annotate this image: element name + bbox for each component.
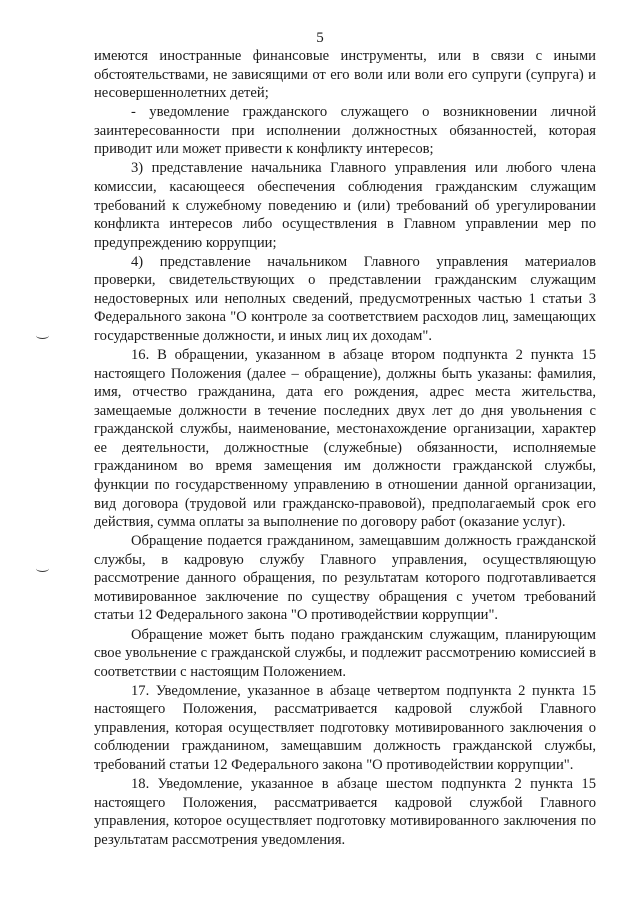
document-body	[94, 47, 596, 850]
paragraph: 3) представление начальника Главного управления или любого члена комиссии, касающееся обеспечения соблюдения гражданским служащим требований к служебному поведению и (или) требований об урегулировании конфликта интересов либо осуществления в Главном управлении мер по предупреждению коррупции;	[94, 160, 596, 251]
paragraph: Обращение может быть подано гражданским служащим, планирующим свое увольнение с гражданской службы, и подлежит рассмотрению комиссией в соответствии с настоящим Положением.	[94, 626, 596, 680]
page-number: 5	[316, 30, 324, 46]
paragraph: 17. Уведомление, указанное в абзаце четвертом подпункта 2 пункта 15 настоящего Положения, рассматривается кадровой службой Главного управления, которая осуществляет подготовку мотивированного заключения о соблюдении гражданином, замещавшим должность гражданской службы, требований статьи 12 Федерального закона "О противодействии коррупции".	[94, 682, 596, 773]
paragraph: имеются иностранные финансовые инструменты, или в связи с иными обстоятельствами, не зависящими от его воли или воли его супруги (супруга) и несовершеннолетних детей;	[94, 48, 596, 102]
margin-mark	[36, 565, 49, 572]
paragraph: - уведомление гражданского служащего о возникновении личной заинтересованности при исполнении должностных обязанностей, которая приводит или может привести к конфликту интересов;	[94, 104, 596, 158]
margin-mark	[36, 332, 49, 339]
paragraph: 18. Уведомление, указанное в абзаце шестом подпункта 2 пункта 15 настоящего Положения, рассматривается кадровой службой Главного управления, которое осуществляет подготовку мотивированного заключения по результатам рассмотрения уведомления.	[94, 776, 596, 848]
paragraph: 4) представление начальником Главного управления материалов проверки, свидетельствующих о представлении гражданским служащим недостоверных или неполных сведений, предусмотренных частью 1 статьи 3 Федерального закона "О контроле за соответствием расходов лиц, замещающих государственные должности, и иных лиц их доходам".	[94, 253, 596, 344]
paragraph: 16. В обращении, указанном в абзаце втором подпункта 2 пункта 15 настоящего Положения (далее – обращение), должны быть указаны: фамилия, имя, отчество гражданина, дата его рождения, адрес места жительства, замещаемые должности в течение последних двух лет до дня увольнения с гражданской службы, наименование, местонахождение организации, характер ее деятельности, должностные (служебные) обязанности, исполняемые гражданином во время замещения им должности гражданской службы, функции по государственному управлению в отношении данной организации, вид договора (трудовой или гражданско-правовой), предполагаемый срок его действия, сумма оплаты за выполнение по договору работ (оказание услуг).	[94, 347, 596, 531]
paragraph: Обращение подается гражданином, замещавшим должность гражданской службы, в кадровую службу Главного управления, осуществляющую рассмотрение данного обращения, по результатам которого подготавливается мотивированное заключение по существу обращения с учетом требований статьи 12 Федерального закона "О противодействии коррупции".	[94, 533, 596, 624]
